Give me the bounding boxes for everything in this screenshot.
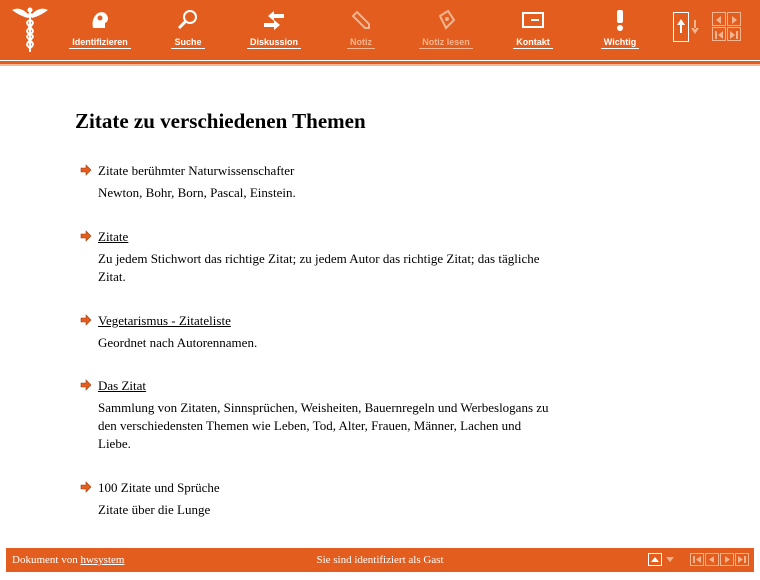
login-status: Sie sind identifiziert als Gast bbox=[316, 554, 444, 566]
mail-icon bbox=[521, 8, 545, 32]
arrow-right-icon bbox=[80, 314, 92, 326]
nav-notiz bbox=[321, 8, 401, 54]
arrow-up-icon bbox=[674, 13, 688, 41]
nav-label: Diskussion bbox=[247, 37, 301, 49]
prev-page-button bbox=[712, 12, 726, 26]
entry-title: Zitate berühmter Naturwissenschafter bbox=[98, 163, 295, 178]
caduceus-logo bbox=[10, 4, 50, 54]
last-page-icon bbox=[728, 29, 740, 41]
nav-wichtig[interactable] bbox=[580, 8, 660, 54]
entry-description: Zitate über die Lunge bbox=[98, 502, 211, 517]
nav-label: Wichtig bbox=[601, 37, 639, 49]
scroll-up-button[interactable] bbox=[673, 12, 689, 42]
status-bar bbox=[6, 548, 754, 572]
entry-link-vegetarismus[interactable]: Vegetarismus - Zitateliste bbox=[98, 313, 231, 328]
nav-label: Suche bbox=[171, 37, 204, 49]
triangle-right-icon bbox=[728, 14, 740, 26]
nav-kontakt[interactable] bbox=[493, 8, 573, 54]
nav-identifizieren[interactable] bbox=[60, 8, 140, 54]
first-page-button bbox=[712, 27, 726, 41]
exclamation-icon bbox=[608, 8, 632, 32]
nav-suche[interactable] bbox=[148, 8, 228, 54]
footer-prev-page-icon bbox=[705, 553, 719, 566]
footer-first-page-icon bbox=[690, 553, 704, 566]
footer-scroll-up-button[interactable] bbox=[648, 553, 662, 566]
entry-link-das-zitat[interactable]: Das Zitat bbox=[98, 378, 147, 393]
next-page-button bbox=[727, 12, 741, 26]
nav-notiz-lesen bbox=[406, 8, 486, 54]
entry-description: Sammlung von Zitaten, Sinnsprüchen, Weisheiten, Bauernregeln und Werbeslogans zu den verschiedensten Themen wie Leben, Tod, Alter, Frauen, Männer, Lachen und Liebe. bbox=[98, 400, 549, 451]
arrow-right-icon bbox=[80, 164, 92, 176]
footer-scroll-down-icon bbox=[664, 553, 676, 566]
arrow-right-icon bbox=[80, 379, 92, 391]
note-read-icon bbox=[434, 8, 458, 32]
arrow-right-icon bbox=[80, 230, 92, 242]
triangle-left-icon bbox=[713, 14, 725, 26]
arrow-right-icon bbox=[80, 481, 92, 493]
author-link[interactable]: hwsystem bbox=[80, 554, 125, 566]
entry-description: Geordnet nach Autorennamen. bbox=[98, 335, 258, 350]
entry-link-zitate[interactable]: Zitate bbox=[98, 229, 129, 244]
last-page-button bbox=[727, 27, 741, 41]
nav-label: Notiz bbox=[347, 37, 375, 49]
entry-description: Zu jedem Stichwort das richtige Zitat; zu jedem Autor das richtige Zitat; das tägliche Zitat. bbox=[98, 251, 540, 284]
entry-description: Newton, Bohr, Born, Pascal, Einstein. bbox=[98, 185, 296, 200]
nav-label: Kontakt bbox=[513, 37, 553, 49]
magnifier-icon bbox=[176, 8, 200, 32]
arrows-exchange-icon bbox=[262, 8, 286, 32]
nav-diskussion[interactable] bbox=[234, 8, 314, 54]
head-icon bbox=[88, 8, 112, 32]
document-credit-prefix: Dokument von bbox=[12, 554, 78, 566]
footer-next-page-icon bbox=[720, 553, 734, 566]
scroll-down-button bbox=[689, 12, 701, 40]
pencil-icon bbox=[349, 8, 373, 32]
nav-label: Notiz lesen bbox=[419, 37, 473, 49]
nav-label: Identifizieren bbox=[69, 37, 131, 49]
toolbar-divider-light bbox=[0, 64, 760, 66]
arrow-down-icon bbox=[689, 12, 701, 40]
first-page-icon bbox=[713, 29, 725, 41]
entry-title: 100 Zitate und Sprüche bbox=[98, 480, 220, 495]
top-toolbar bbox=[0, 0, 760, 60]
page-title: Zitate zu verschiedenen Themen bbox=[75, 109, 366, 133]
footer-last-page-icon bbox=[735, 553, 749, 566]
